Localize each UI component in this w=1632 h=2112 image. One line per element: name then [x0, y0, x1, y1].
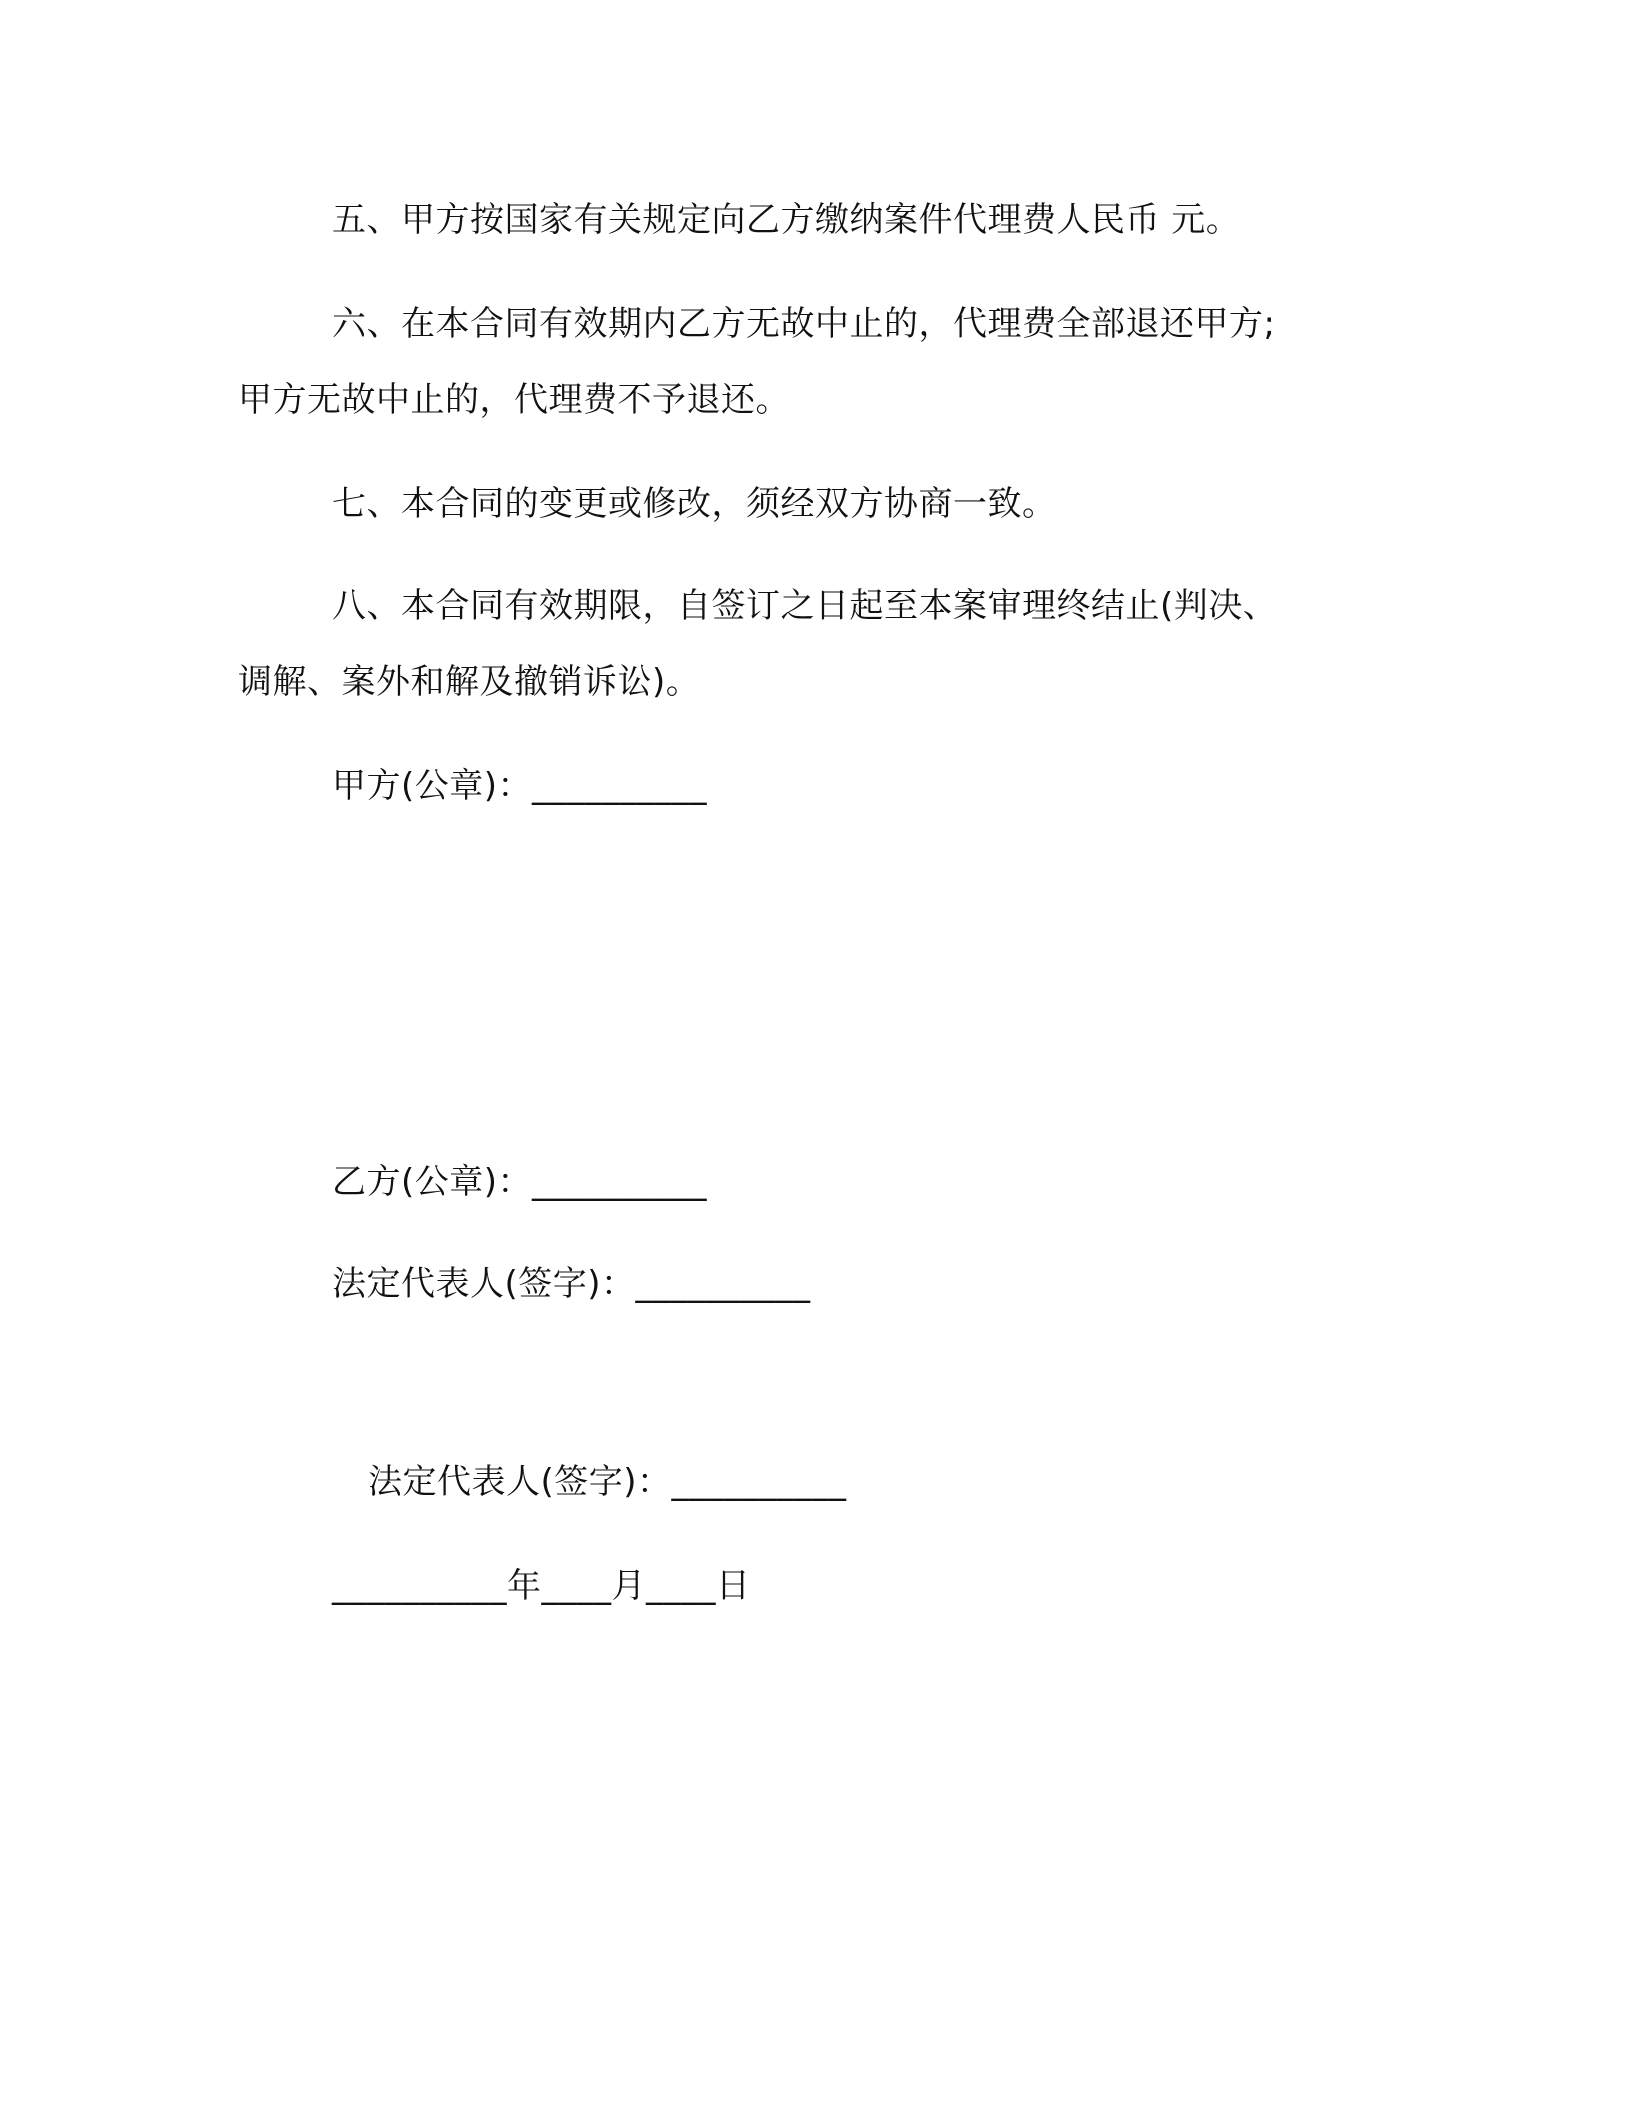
date-line: __________年____月____日: [332, 1566, 751, 1606]
legal-representative-signature-line-1: 法定代表人(签字)：__________: [332, 1264, 811, 1304]
party-b-seal-line: 乙方(公章)：__________: [332, 1162, 708, 1202]
legal-representative-signature-line-2: 法定代表人(签字)：__________: [368, 1462, 847, 1502]
party-a-seal-line: 甲方(公章)：__________: [332, 766, 708, 806]
clause-8-line-1: 八、本合同有效期限，自签订之日起至本案审理终结止(判决、: [332, 586, 1278, 626]
clause-7: 七、本合同的变更或修改，须经双方协商一致。: [332, 484, 1057, 524]
clause-6-line-1: 六、在本合同有效期内乙方无故中止的，代理费全部退还甲方;: [332, 304, 1276, 344]
clause-5: 五、甲方按国家有关规定向乙方缴纳案件代理费人民币 元。: [332, 200, 1241, 240]
clause-8-line-2: 调解、案外和解及撤销诉讼)。: [238, 662, 701, 702]
clause-6-line-2: 甲方无故中止的，代理费不予退还。: [238, 380, 790, 420]
